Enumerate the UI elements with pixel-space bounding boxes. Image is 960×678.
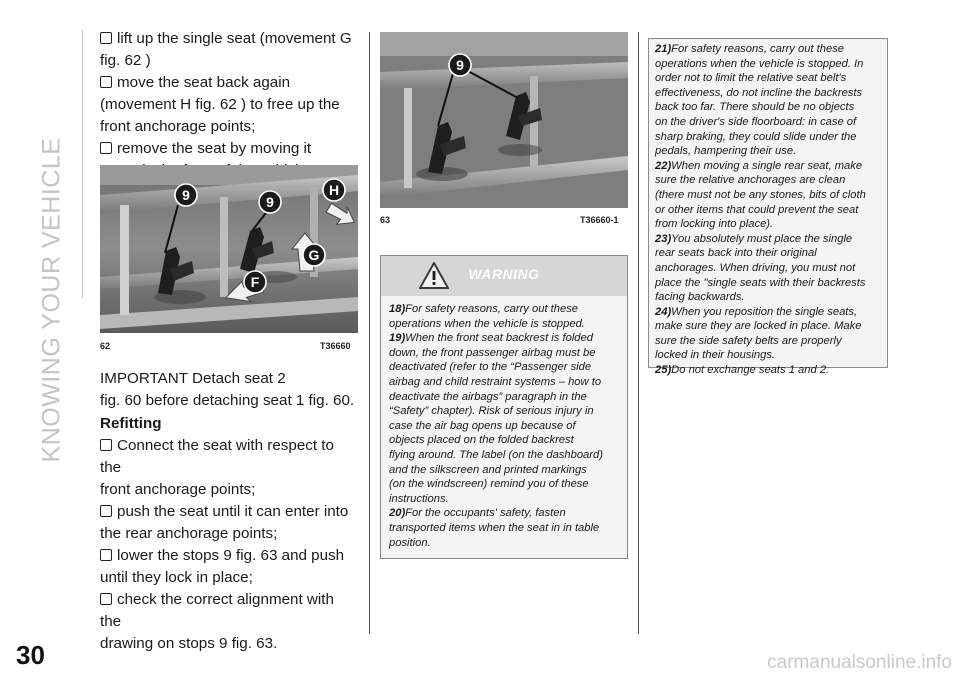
note-line	[655, 173, 881, 188]
safety-notes	[655, 42, 881, 378]
line-text: until they lock in place;	[100, 569, 253, 586]
callout-label-f	[244, 271, 266, 293]
note-line	[389, 360, 619, 375]
note-line	[655, 246, 881, 261]
note-text: sharp braking, they could slide under the	[655, 130, 857, 143]
svg-text:F: F	[250, 274, 260, 290]
figure-62-code: T36660	[320, 341, 351, 351]
line-text: check the correct alignment with the	[100, 591, 334, 630]
note-number: 24)	[655, 305, 672, 318]
note-line	[389, 433, 619, 448]
line-text: fig. 62 )	[100, 52, 151, 69]
note-line	[655, 42, 881, 57]
note-line	[389, 521, 619, 536]
note-text: “Safety” chapter). Risk of serious injury in	[389, 405, 594, 418]
callout-label-9-b	[259, 191, 281, 213]
note-line	[389, 477, 619, 492]
line-text: drawing on stops 9 fig. 63.	[100, 635, 278, 652]
text-line	[100, 479, 358, 501]
note-line	[655, 159, 881, 174]
text-line	[100, 138, 358, 160]
note-text: and the silkscreen and printed markings	[389, 463, 587, 476]
svg-text:G: G	[308, 247, 320, 263]
note-text: For safety reasons, carry out these	[405, 303, 579, 315]
line-text: lower the stops 9 fig. 63 and push	[117, 547, 345, 564]
note-text: objects placed on the folded backrest	[389, 434, 574, 447]
page-number: 30	[16, 640, 45, 670]
note-text: locked in their housings.	[655, 349, 776, 362]
note-line	[655, 232, 881, 247]
note-text: instructions.	[389, 492, 449, 505]
checkbox-bullet-icon	[100, 549, 112, 561]
line-text: the rear anchorage points;	[100, 525, 278, 542]
note-text: make sure they are locked in place. Make	[655, 320, 862, 333]
note-line	[655, 305, 881, 320]
note-text: rear seats back into their original	[655, 247, 817, 260]
checkbox-bullet-icon	[100, 76, 112, 88]
note-text: transported items when the seat in in table	[389, 521, 600, 534]
callout-label-g	[303, 244, 325, 266]
refitting-steps	[100, 435, 358, 655]
note-line	[389, 302, 619, 317]
note-text: position.	[389, 536, 431, 549]
important-line: fig. 60 before detaching seat 1 fig. 60.	[100, 392, 355, 409]
note-text: (there must not be any stones, bits of cloth	[655, 188, 866, 201]
checkbox-bullet-icon	[100, 505, 112, 517]
note-line	[655, 188, 881, 203]
note-line	[655, 261, 881, 276]
text-line	[100, 589, 358, 633]
figure-63-code: T36660-1	[580, 215, 619, 225]
note-line	[389, 375, 619, 390]
line-text: lift up the single seat (movement G	[117, 30, 352, 47]
note-line	[655, 100, 881, 115]
note-line	[655, 203, 881, 218]
text-line	[100, 567, 358, 589]
note-text: sure the relative anchorages are clean	[655, 174, 846, 187]
note-line	[389, 346, 619, 361]
column-instructions	[100, 28, 358, 182]
warning-header	[381, 256, 627, 296]
seat-stops-illustration	[380, 32, 628, 208]
text-line	[100, 501, 358, 523]
note-text: operations when the vehicle is stopped.	[389, 317, 585, 330]
note-number: 21)	[655, 43, 672, 55]
line-text: (movement H fig. 62 ) to free up the	[100, 96, 340, 113]
note-text: anchorages. When driving, you must not	[655, 261, 856, 274]
note-text: You absolutely must place the single	[671, 232, 853, 245]
text-line	[100, 50, 358, 72]
important-line: IMPORTANT Detach seat 2	[100, 370, 286, 387]
note-text: on the driver's side floorboard: in case of	[655, 115, 857, 128]
text-line	[100, 435, 358, 479]
note-line	[655, 144, 881, 159]
note-line	[389, 404, 619, 419]
note-line	[655, 71, 881, 86]
note-text: case the air bag opens up because of	[389, 419, 576, 432]
checkbox-bullet-icon	[100, 142, 112, 154]
figure-63-image	[380, 32, 628, 208]
figure-62-number: 62	[100, 341, 111, 351]
note-line	[389, 492, 619, 507]
removal-steps	[100, 28, 358, 182]
text-line	[100, 116, 358, 138]
callout-label-h	[323, 179, 345, 201]
text-line	[100, 72, 358, 94]
note-text: When the front seat backrest is folded	[405, 332, 593, 345]
note-text: (on the windscreen) remind you of these	[389, 478, 589, 491]
side-title-rule	[82, 30, 83, 298]
line-text: front anchorage points;	[100, 481, 256, 498]
note-line	[389, 317, 619, 332]
note-text: or other items that could prevent the seat	[655, 203, 859, 216]
note-number: 20)	[389, 507, 406, 520]
warning-title: WARNING	[468, 266, 540, 282]
text-line	[100, 633, 358, 655]
note-line	[655, 57, 881, 72]
note-number: 22)	[655, 159, 672, 172]
note-line	[655, 130, 881, 145]
text-line	[100, 94, 358, 116]
section-side-title: KNOWING YOUR VEHICLE	[37, 137, 66, 463]
note-number: 18)	[389, 303, 406, 315]
note-text: place the "single seats with their backrests	[655, 276, 866, 289]
text-line	[100, 523, 358, 545]
note-line	[655, 86, 881, 101]
callout-label-9	[449, 54, 471, 76]
note-text: pedals, hampering their use.	[655, 145, 797, 158]
line-text: move the seat back again	[117, 74, 291, 91]
text-line	[100, 545, 358, 567]
safety-notes-box	[648, 38, 888, 377]
note-number: 19)	[389, 332, 406, 345]
figure-63-number: 63	[380, 215, 391, 225]
checkbox-bullet-icon	[100, 593, 112, 605]
note-line	[655, 276, 881, 291]
note-number: 23)	[655, 232, 672, 245]
warning-notes	[381, 296, 627, 550]
warning-box	[380, 255, 628, 559]
line-text: front anchorage points;	[100, 118, 256, 135]
note-line	[389, 331, 619, 346]
site-watermark: carmanualsonline.info	[767, 652, 952, 673]
note-text: from locking into place).	[655, 218, 774, 231]
note-text: For safety reasons, carry out these	[671, 43, 845, 55]
callout-label-9-a	[175, 184, 197, 206]
note-line	[655, 319, 881, 334]
note-text: For the occupants' safety, fasten	[405, 507, 566, 520]
svg-text:9: 9	[182, 187, 190, 203]
note-line	[389, 506, 619, 521]
note-line	[655, 363, 881, 378]
note-text: Do not exchange seats 1 and 2.	[671, 364, 830, 377]
refitting-heading: Refitting	[100, 415, 162, 432]
note-text: effectiveness, do not incline the backrests	[655, 86, 863, 99]
note-line	[655, 290, 881, 305]
checkbox-bullet-icon	[100, 439, 112, 451]
note-text: back too far. There should be no objects	[655, 101, 855, 114]
note-text: When moving a single rear seat, make	[671, 159, 863, 172]
line-text: Connect the seat with respect to the	[100, 437, 334, 476]
note-text: When you reposition the single seats,	[671, 305, 858, 318]
note-line	[389, 536, 619, 551]
checkbox-bullet-icon	[100, 32, 112, 44]
column-instructions-continued	[100, 368, 358, 655]
note-text: flying around. The label (on the dashboard)	[389, 448, 603, 461]
note-line	[389, 463, 619, 478]
svg-text:9: 9	[266, 194, 274, 210]
note-text: down, the front passenger airbag must be	[389, 346, 596, 359]
note-text: deactivated (refer to the “Passenger side	[389, 361, 592, 374]
svg-text:H: H	[328, 182, 340, 198]
note-line	[389, 419, 619, 434]
note-line	[655, 115, 881, 130]
note-text: facing backwards.	[655, 291, 745, 304]
column-divider-left	[369, 32, 370, 634]
note-text: sure the side safety belts are properly	[655, 334, 842, 347]
text-line	[100, 28, 358, 50]
note-line	[655, 348, 881, 363]
seat-anchorage-illustration	[100, 165, 358, 333]
note-number: 25)	[655, 364, 672, 377]
figure-62-image	[100, 165, 358, 333]
note-text: operations when the vehicle is stopped. In	[655, 57, 864, 70]
column-divider-right	[638, 32, 639, 634]
note-text: airbag and child restraint systems – how to	[389, 375, 602, 388]
important-note	[100, 368, 358, 412]
svg-text:9: 9	[456, 57, 464, 73]
line-text: push the seat until it can enter into	[117, 503, 349, 520]
note-line	[655, 334, 881, 349]
note-line	[389, 390, 619, 405]
note-text: deactivate the airbags” paragraph in the	[389, 390, 587, 403]
note-line	[389, 448, 619, 463]
line-text: remove the seat by moving it	[117, 140, 312, 157]
note-line	[655, 217, 881, 232]
note-text: order not to limit the relative seat belt's	[655, 72, 847, 85]
